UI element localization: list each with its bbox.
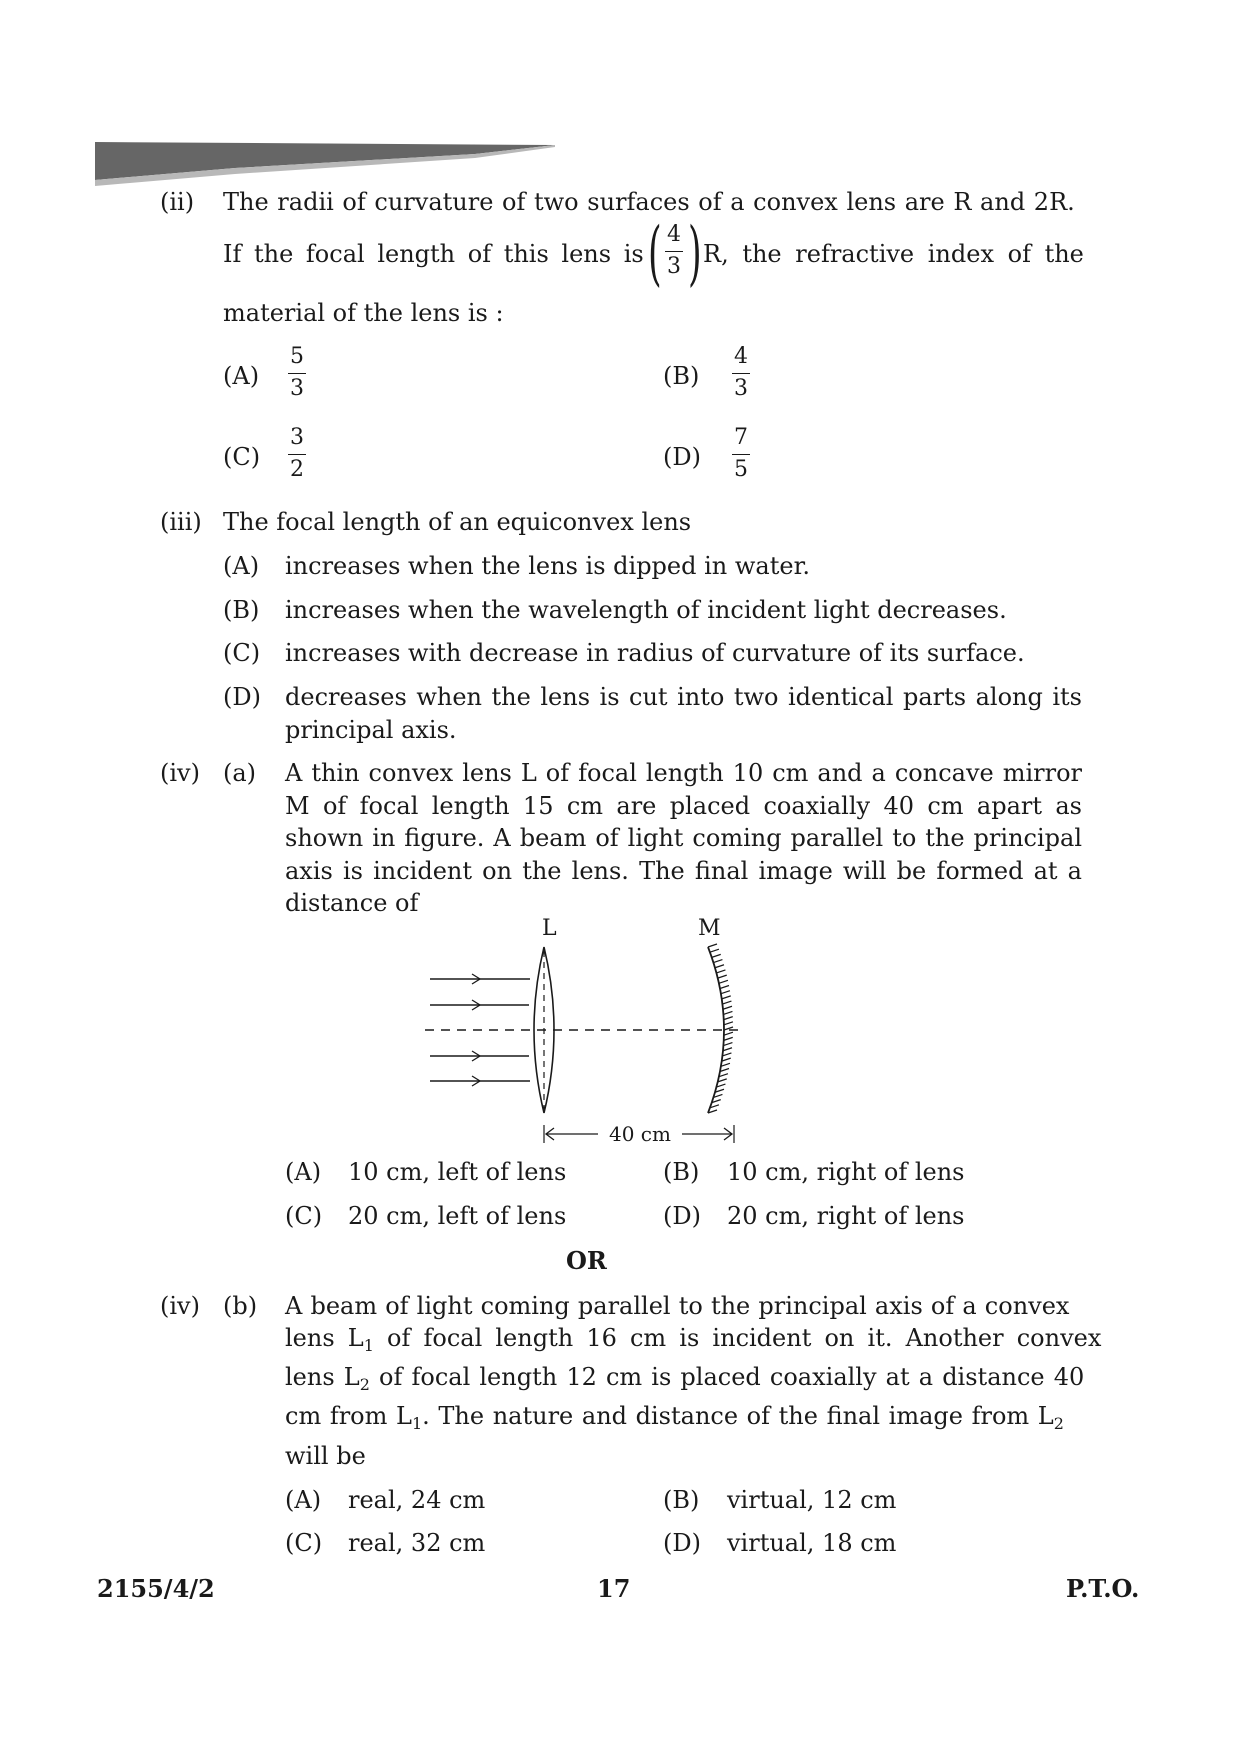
question-text: A beam of light coming parallel to the principal axis of a convex bbox=[285, 1292, 1070, 1320]
option-c-text[interactable]: real, 32 cm bbox=[348, 1529, 486, 1557]
option-label: (D) bbox=[663, 443, 701, 471]
lens-label: L bbox=[542, 916, 557, 941]
option-label: (D) bbox=[223, 683, 261, 711]
option-label: (C) bbox=[285, 1529, 323, 1557]
question-text: A thin convex lens L of focal length 10 cm and a concave mirror M of focal length 15 cm are placed coaxially 40 cm apart as shown in figure. A beam of light coming parallel to the principal axis is incident on the lens. The final image will be formed at a distance of bbox=[285, 759, 1082, 917]
mirror-hatch bbox=[723, 1043, 732, 1046]
mirror-hatch bbox=[721, 991, 730, 994]
mirror-hatch bbox=[724, 1032, 733, 1035]
mirror-hatch bbox=[720, 986, 729, 989]
option-b-text[interactable]: increases when the wavelength of incident light decreases. bbox=[285, 596, 1007, 624]
mirror-hatch bbox=[716, 970, 725, 973]
paper-code: 2155/4/2 bbox=[97, 1574, 215, 1603]
mirror-hatch bbox=[722, 1058, 731, 1061]
header-shade-bar bbox=[95, 142, 555, 186]
lens-mirror-figure bbox=[420, 915, 770, 1155]
option-label: (A) bbox=[223, 552, 260, 580]
mirror-hatch bbox=[718, 975, 727, 978]
option-label: (A) bbox=[285, 1158, 322, 1186]
mirror-hatch bbox=[724, 1022, 733, 1025]
mirror-hatch bbox=[719, 980, 728, 983]
mirror-hatch bbox=[715, 965, 724, 968]
option-label: (C) bbox=[223, 443, 261, 471]
question-text: material of the lens is : bbox=[223, 299, 504, 327]
question-number: (ii) bbox=[160, 188, 195, 216]
option-c-text[interactable]: increases with decrease in radius of curvature of its surface. bbox=[285, 639, 1025, 667]
option-label: (A) bbox=[223, 362, 260, 390]
option-b-text[interactable]: 10 cm, right of lens bbox=[727, 1158, 965, 1186]
question-sub-label: (b) bbox=[223, 1292, 258, 1320]
question-text: lens $L_2$ of focal length 12 cm is placed coaxially at a distance 40 bbox=[285, 1363, 1085, 1394]
mirror-hatch bbox=[724, 1037, 733, 1040]
mirror-hatch bbox=[722, 996, 731, 999]
option-d-text[interactable]: decreases when the lens is cut into two identical parts along its principal axis. bbox=[285, 683, 1082, 744]
mirror-hatch bbox=[721, 1063, 730, 1066]
option-label: (D) bbox=[663, 1529, 701, 1557]
option-a-fraction[interactable]: 5 3 bbox=[290, 344, 304, 401]
mirror-hatch bbox=[722, 1001, 731, 1004]
option-a-text[interactable]: 10 cm, left of lens bbox=[348, 1158, 567, 1186]
question-text: will be bbox=[285, 1442, 366, 1470]
question-sub-label: (a) bbox=[223, 759, 257, 787]
mirror-hatch bbox=[723, 1006, 732, 1009]
mirror-hatch bbox=[722, 1053, 731, 1056]
question-text: lens $L_1$ of focal length 16 cm is incident on it. Another convex bbox=[285, 1324, 1102, 1355]
pto-label: P.T.O. bbox=[1066, 1574, 1140, 1603]
option-b-fraction[interactable]: 4 3 bbox=[734, 344, 748, 401]
option-label: (C) bbox=[223, 639, 261, 667]
mirror-hatch bbox=[708, 944, 717, 947]
question-text: The radii of curvature of two surfaces of a convex lens are R and 2R. bbox=[223, 188, 1075, 216]
option-label: (B) bbox=[663, 362, 700, 390]
option-label: (B) bbox=[663, 1486, 700, 1514]
mirror-hatch bbox=[712, 954, 721, 957]
question-text: cm from $L_1$. The nature and distance of the final image from $L_2$ bbox=[285, 1402, 1064, 1433]
option-label: (A) bbox=[285, 1486, 322, 1514]
question-number: (iii) bbox=[160, 508, 202, 536]
option-label: (C) bbox=[285, 1202, 323, 1230]
option-label: (B) bbox=[223, 596, 260, 624]
option-c-fraction[interactable]: 3 2 bbox=[290, 425, 304, 482]
fraction-4-3: ( 4 3 ) bbox=[648, 212, 702, 294]
question-number: (iv) bbox=[160, 1292, 200, 1320]
option-label: (D) bbox=[663, 1202, 701, 1230]
question-text: The focal length of an equiconvex lens bbox=[223, 508, 692, 536]
option-a-text[interactable]: real, 24 cm bbox=[348, 1486, 486, 1514]
question-text: If the focal length of this lens is bbox=[223, 240, 644, 268]
question-text: R, the refractive index of the bbox=[703, 240, 1084, 268]
page-number: 17 bbox=[597, 1574, 631, 1603]
question-number: (iv) bbox=[160, 759, 200, 787]
mirror-hatch bbox=[713, 960, 722, 963]
option-d-text[interactable]: virtual, 18 cm bbox=[727, 1529, 897, 1557]
mirror-label: M bbox=[698, 916, 721, 941]
mirror-hatch bbox=[723, 1048, 732, 1051]
option-d-fraction[interactable]: 7 5 bbox=[734, 425, 748, 482]
option-c-text[interactable]: 20 cm, left of lens bbox=[348, 1202, 567, 1230]
mirror-hatch bbox=[723, 1011, 732, 1014]
option-a-text[interactable]: increases when the lens is dipped in water. bbox=[285, 552, 811, 580]
or-separator: OR bbox=[566, 1246, 607, 1275]
distance-label: 40 cm bbox=[609, 1122, 671, 1146]
mirror-hatch bbox=[724, 1017, 733, 1020]
option-d-text[interactable]: 20 cm, right of lens bbox=[727, 1202, 965, 1230]
option-label: (B) bbox=[663, 1158, 700, 1186]
mirror-hatch bbox=[710, 949, 719, 952]
option-b-text[interactable]: virtual, 12 cm bbox=[727, 1486, 897, 1514]
